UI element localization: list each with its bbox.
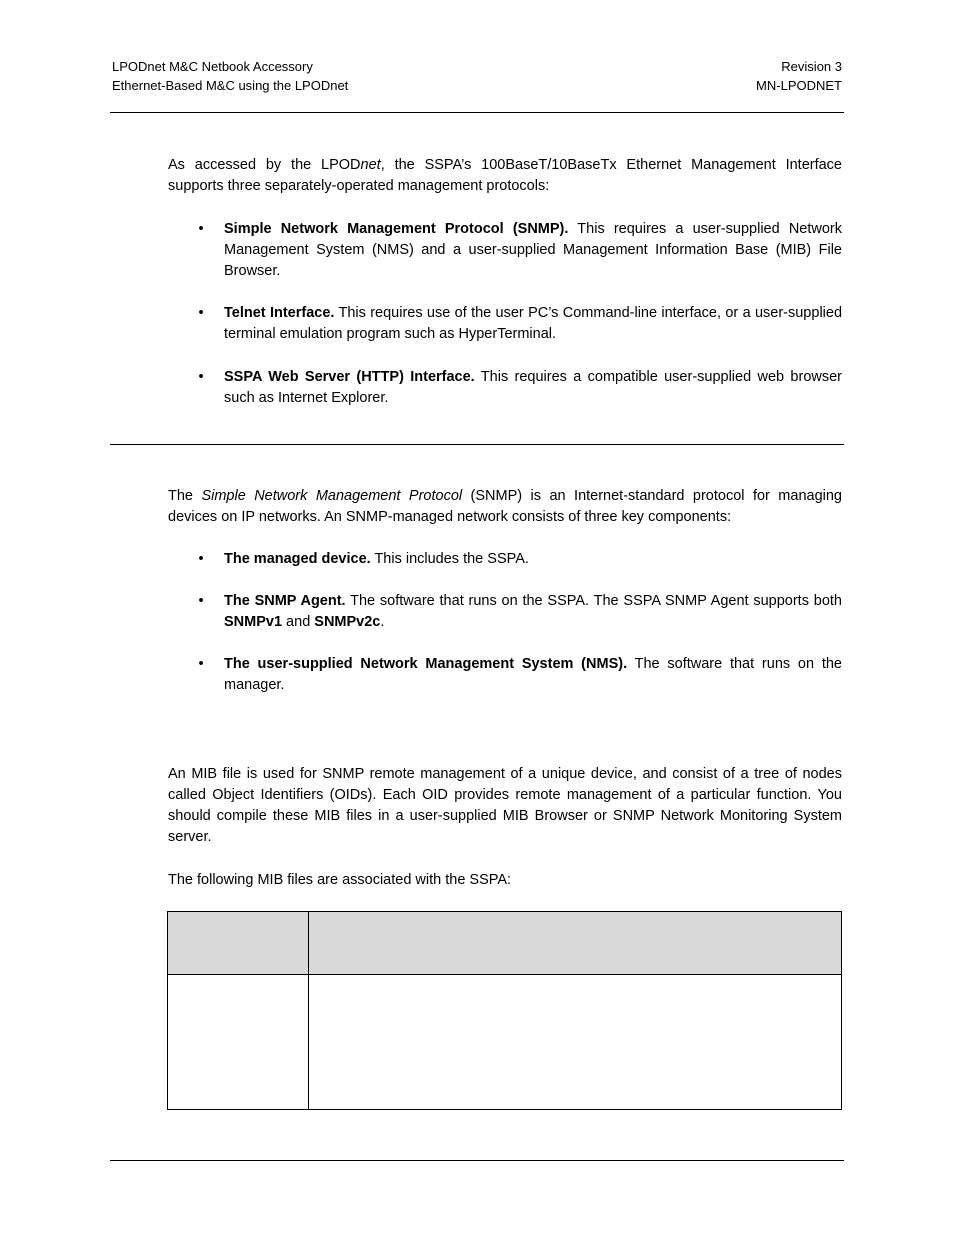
mib-list-intro: The following MIB files are associated with the SSPA: bbox=[168, 872, 512, 888]
mib-files-table bbox=[167, 911, 842, 1110]
header-rule bbox=[110, 112, 844, 113]
bullet-icon: • bbox=[198, 593, 204, 609]
intro-paragraph: As accessed by the LPODnet, the SSPA’s 100BaseT/10BaseTx Ethernet Management Interface supports three separately-operated management protocols: bbox=[168, 157, 842, 194]
bullet-icon: • bbox=[198, 221, 204, 237]
protocol-list-item: • SSPA Web Server (HTTP) Interface. This requires a compatible user-supplied web browser such as Internet Explorer. bbox=[196, 367, 842, 409]
running-header-left bbox=[112, 57, 348, 95]
header-doc-number: MN-LPODNET bbox=[756, 78, 842, 93]
table-cell bbox=[168, 975, 309, 1110]
component-list-item: • The SNMP Agent. The software that runs on the SSPA. The SSPA SNMP Agent supports both SNMPv1 and SNMPv2c. bbox=[196, 591, 842, 633]
header-revision: Revision 3 bbox=[781, 59, 842, 74]
protocol-list-item: • Telnet Interface. This requires use of the user PC’s Command-line interface, or a user-supplied terminal emulation program such as HyperTerminal. bbox=[196, 303, 842, 345]
running-header-right bbox=[756, 57, 842, 95]
table-header-cell bbox=[309, 912, 842, 975]
component-list-item: • The managed device. This includes the SSPA. bbox=[196, 549, 842, 570]
table-header-row bbox=[168, 912, 842, 975]
header-product-title: LPODnet M&C Netbook Accessory bbox=[112, 59, 313, 74]
bullet-icon: • bbox=[198, 305, 204, 321]
component-list-item: • The user-supplied Network Management System (NMS). The software that runs on the manager. bbox=[196, 654, 842, 696]
mib-paragraph: An MIB file is used for SNMP remote management of a unique device, and consist of a tree of nodes called Object Identifiers (OIDs). Each OID provides remote management of a particular function. You should compile these MIB files in a user-supplied MIB Browser or SNMP Network Monitoring System server. bbox=[168, 766, 842, 845]
table-cell bbox=[309, 975, 842, 1110]
table-header-cell bbox=[168, 912, 309, 975]
bullet-icon: • bbox=[198, 656, 204, 672]
footer-rule bbox=[110, 1160, 844, 1161]
snmp-intro-paragraph: The Simple Network Management Protocol (SNMP) is an Internet-standard protocol for managing devices on IP networks. An SNMP-managed network consists of three key components: bbox=[168, 488, 842, 525]
bullet-icon: • bbox=[198, 551, 204, 567]
section-rule bbox=[110, 444, 844, 445]
header-chapter-title: Ethernet-Based M&C using the LPODnet bbox=[112, 78, 349, 93]
table-row bbox=[168, 975, 842, 1110]
protocol-list-item: • Simple Network Management Protocol (SNMP). This requires a user-supplied Network Management System (NMS) and a user-supplied Management Information Base (MIB) File Browser. bbox=[196, 219, 842, 282]
bullet-icon: • bbox=[198, 369, 204, 385]
